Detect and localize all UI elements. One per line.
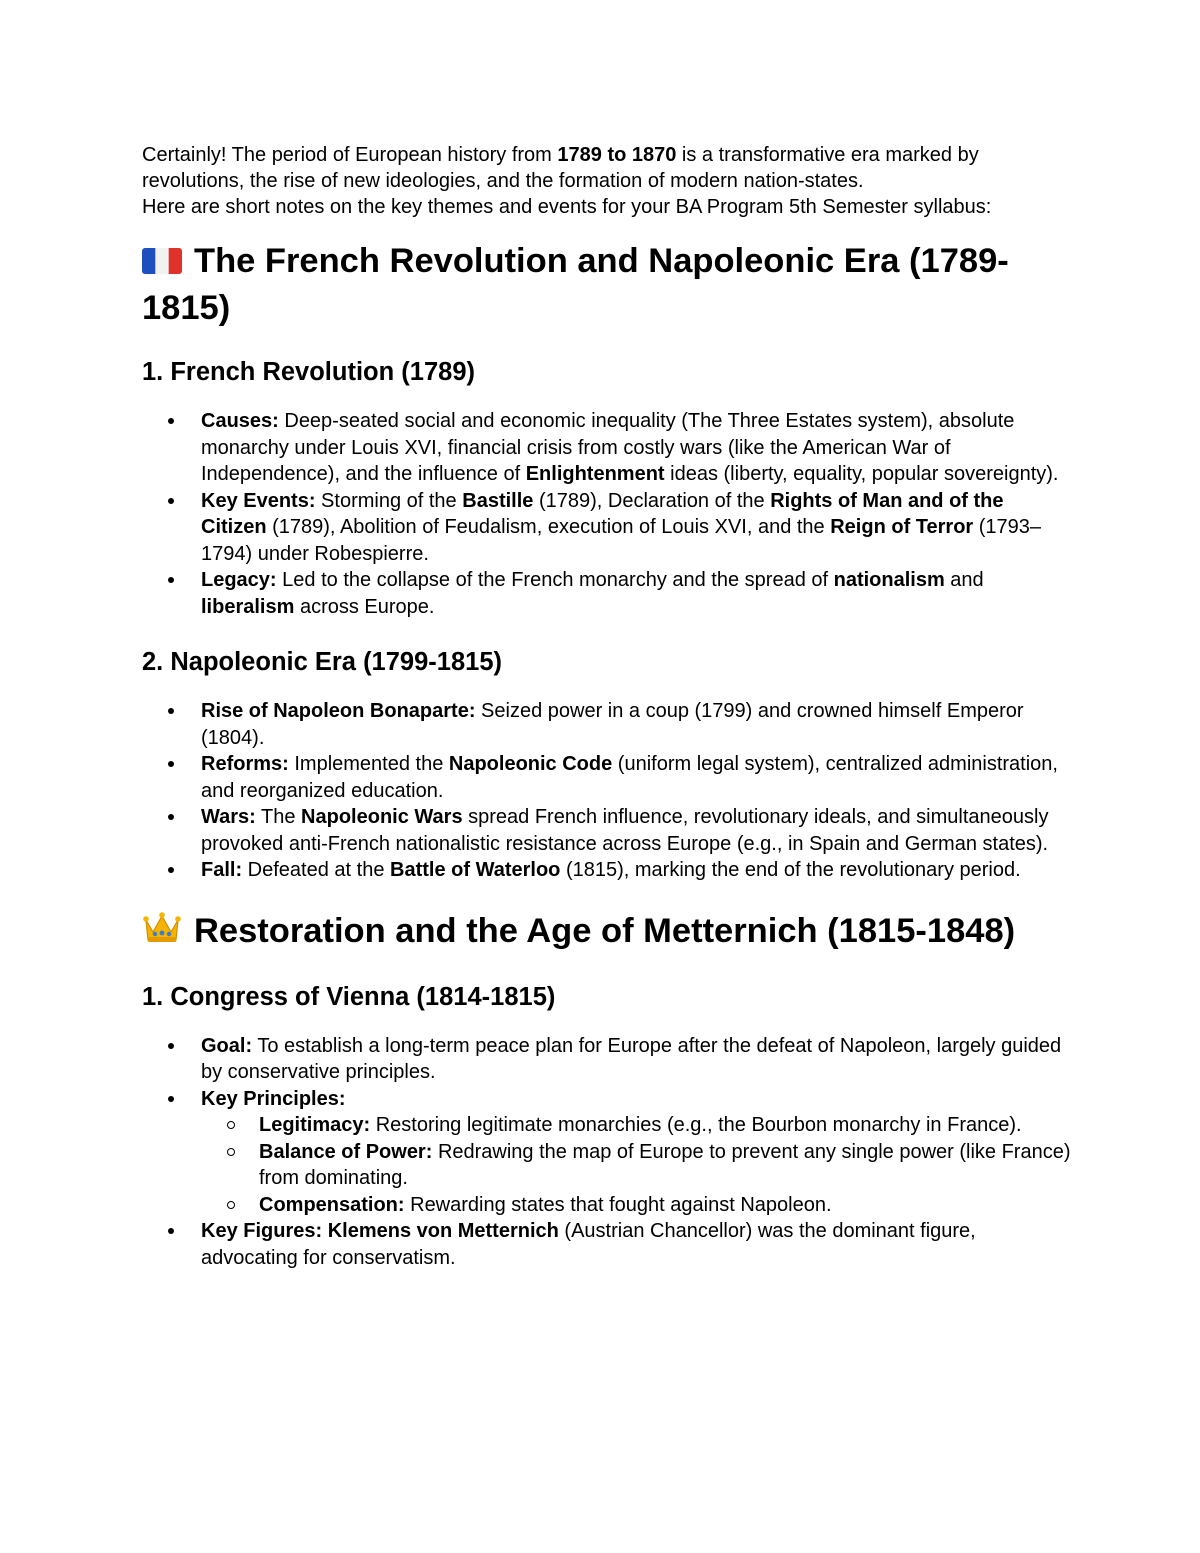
document-body [142, 142, 1072, 1271]
item-text: Deep-seated social and economic inequality (The Three Estates system), absolute monarchy under Louis XVI, financial crisis from costly wars (like the American War of Independence), and the influence of [201, 410, 1015, 485]
item-text: and [944, 569, 984, 591]
subheading-french-revolution: 1. French Revolution (1789) [142, 358, 475, 386]
item-text: spread French influence, revolutionary ideals, and simultaneously provoked anti-French nationalistic resistance across Europe (e.g., in Spain and German states). [201, 806, 1049, 855]
item-text: To establish a long-term peace plan for Europe after the defeat of Napoleon, largely guided by conservative principles. [201, 1034, 1062, 1083]
intro-text: is a transformative era marked by revolutions, the rise of new ideologies, and the formation of modern nation-states. [142, 144, 979, 192]
item-label: Key Events: [201, 489, 316, 512]
list-item-fall [142, 857, 1072, 884]
item-text: Seized power in a coup (1799) and crowned himself Emperor (1804). [201, 700, 1024, 749]
item-text: (1793–1794) under Robespierre. [201, 516, 1042, 565]
item-text: Led to the collapse of the French monarchy and the spread of [276, 569, 834, 591]
subheading-napoleonic-era: 2. Napoleonic Era (1799-1815) [142, 648, 503, 676]
list-item-key-figures [142, 1218, 1072, 1271]
list-item-causes [142, 408, 1072, 488]
france-flag-icon [142, 244, 182, 287]
item-label: Causes: [201, 410, 279, 432]
item-text: Rewarding states that fought against Napoleon. [404, 1193, 832, 1216]
subheading-congress-of-vienna: 1. Congress of Vienna (1814-1815) [142, 982, 556, 1011]
section-heading-french-revolution [142, 240, 1072, 330]
item-label: Fall: [201, 859, 243, 881]
intro-paragraph [142, 142, 1072, 194]
item-text: (1789), Abolition of Feudalism, execution of Louis XVI, and the [266, 516, 831, 538]
bullet-list [142, 408, 1072, 620]
list-item-balance-of-power [201, 1139, 1072, 1192]
list-item-wars [142, 804, 1072, 857]
item-label: Balance of Power: [259, 1140, 433, 1163]
item-bold: Battle of Waterloo [390, 859, 561, 881]
item-text: Defeated at the [242, 859, 391, 881]
item-text: (1815), marking the end of the revolutionary period. [560, 859, 1021, 881]
list-item-rise [142, 698, 1072, 751]
item-bold: Bastille [462, 489, 534, 512]
item-bold: Rights of Man and of the Citizen [201, 489, 1004, 538]
intro [142, 142, 1072, 220]
list-item-key-events [142, 488, 1072, 568]
item-bold: liberalism [201, 595, 295, 618]
list-item-legacy [142, 567, 1072, 620]
item-text: (uniform legal system), centralized administration, and reorganized education. [201, 753, 1058, 802]
bullet-list [142, 698, 1072, 884]
item-label: Legacy: [201, 569, 277, 591]
crown-icon [142, 910, 182, 957]
item-text: The [255, 806, 302, 828]
list-item-key-principles [142, 1086, 1072, 1219]
item-text: (Austrian Chancellor) was the dominant figure, advocating for conservatism. [201, 1220, 976, 1269]
bullet-list [142, 1033, 1072, 1272]
list-item-compensation [201, 1192, 1072, 1219]
item-text: Restoring legitimate monarchies (e.g., the Bourbon monarchy in France). [370, 1114, 1022, 1136]
item-label: Goal: [201, 1034, 253, 1057]
item-bold: Reign of Terror [830, 516, 974, 538]
list-item-goal [142, 1033, 1072, 1086]
intro-bold: 1789 to 1870 [557, 144, 677, 166]
item-bold: Napoleonic Code [448, 753, 613, 775]
list-item-legitimacy [201, 1112, 1072, 1139]
intro-paragraph-2: Here are short notes on the key themes and events for your BA Program 5th Semester syllabus: [142, 196, 992, 218]
item-bold: Napoleonic Wars [301, 806, 463, 828]
item-text: ideas (liberty, equality, popular sovereignty). [664, 463, 1059, 485]
item-label: Compensation: [259, 1193, 405, 1216]
item-label: Reforms: [201, 753, 289, 775]
intro-text: Certainly! The period of European history from [142, 144, 558, 166]
section-heading-restoration [142, 910, 1072, 957]
list-item-reforms [142, 751, 1072, 804]
item-text: Redrawing the map of Europe to prevent any single power (like France) from dominating. [259, 1140, 1071, 1189]
item-bold: Enlightenment [525, 463, 665, 485]
item-text: Implemented the [288, 753, 449, 775]
sub-bullet-list [201, 1112, 1072, 1218]
item-label: Legitimacy: [259, 1114, 371, 1136]
section-title: The French Revolution and Napoleonic Era (1789-1815) [142, 242, 1009, 327]
item-label: Wars: [201, 806, 256, 828]
item-label: Rise of Napoleon Bonaparte: [201, 700, 476, 722]
item-bold: nationalism [833, 569, 945, 591]
item-text: across Europe. [294, 595, 435, 618]
item-text: Storming of the [315, 489, 463, 512]
section-title: Restoration and the Age of Metternich (1815-1848) [194, 911, 1016, 950]
item-label: Key Principles: [201, 1087, 346, 1110]
item-text: (1789), Declaration of the [533, 489, 771, 512]
item-label: Key Figures: Klemens von Metternich [201, 1220, 559, 1242]
